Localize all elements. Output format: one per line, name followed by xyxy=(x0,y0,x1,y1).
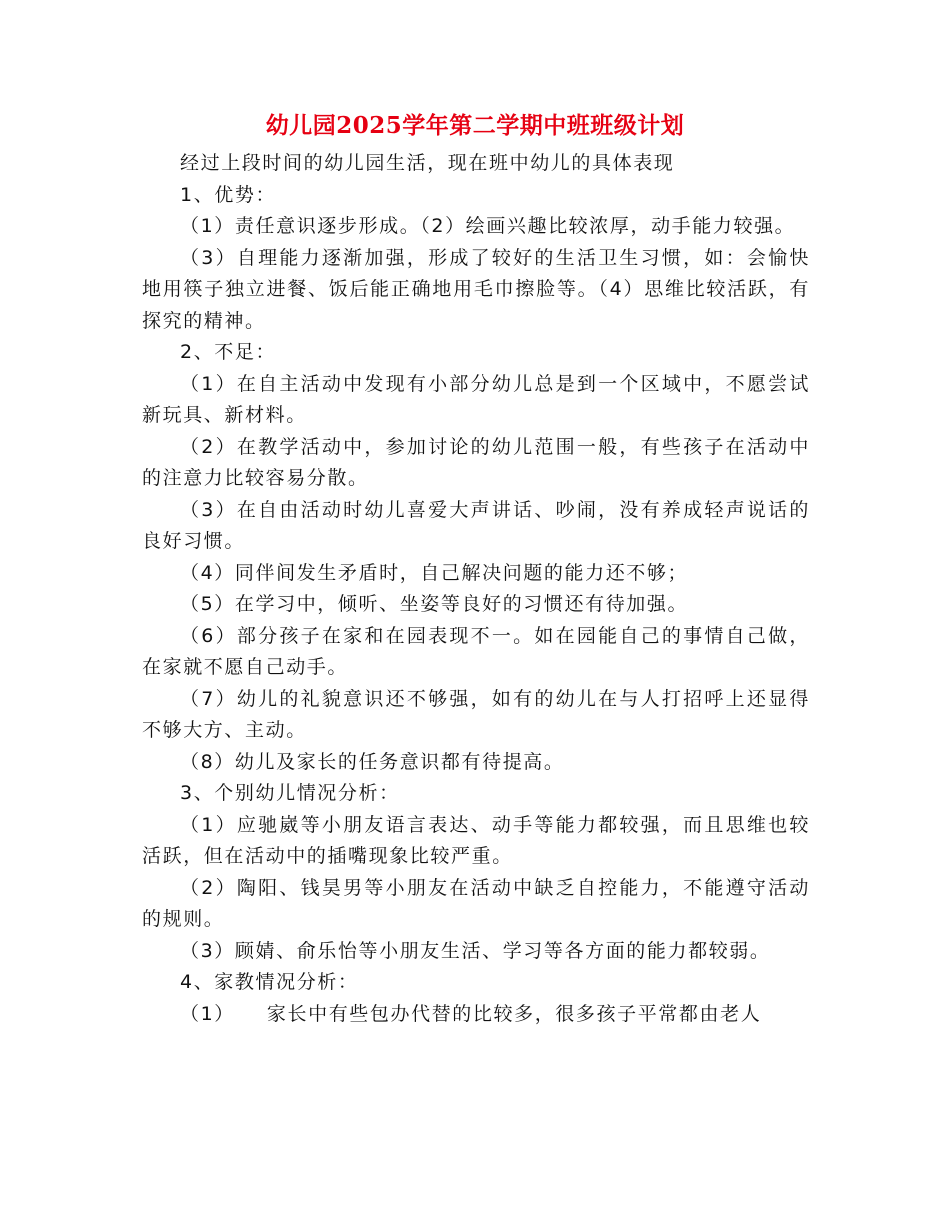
paragraph-strength-3-4: （3）自理能力逐渐加强，形成了较好的生活卫生习惯，如：会愉快地用筷子独立进餐、饭后能正确地用毛巾擦脸等。（4）思维比较活跃，有探究的精神。 xyxy=(142,246,810,332)
paragraph-individual-3: （3）顾婧、俞乐怡等小朋友生活、学习等各方面的能力都较弱。 xyxy=(180,939,771,962)
paragraph-strength-1-2: （1）责任意识逐步形成。（2）绘画兴趣比较浓厚，动手能力较强。 xyxy=(180,215,796,237)
heading-weaknesses: 2、不足： xyxy=(180,341,277,363)
paragraph-weakness-3: （3）在自由活动时幼儿喜爱大声讲话、吵闹，没有养成轻声说话的良好习惯。 xyxy=(142,498,810,552)
paragraph-weakness-7: （7）幼儿的礼貌意识还不够强，如有的幼儿在与人打招呼上还显得不够大方、主动。 xyxy=(142,687,810,741)
paragraph-text: 家长中有些包办代替的比较多，很多孩子平常都由老人 xyxy=(266,1002,762,1025)
heading-individual-analysis: 3、个别幼儿情况分析： xyxy=(180,782,400,804)
heading-strengths: 1、优势： xyxy=(180,183,277,206)
paragraph-individual-1: （1）应驰崴等小朋友语言表达、动手等能力都较强，而且思维也较活跃，但在活动中的插嘴现象比较严重。 xyxy=(142,813,810,867)
paragraph-number: （1） xyxy=(180,1002,235,1025)
paragraph-weakness-2: （2）在教学活动中，参加讨论的幼儿范围一般，有些孩子在活动中的注意力比较容易分散。 xyxy=(142,435,810,489)
paragraph-weakness-1: （1）在自主活动中发现有小部分幼儿总是到一个区域中，不愿尝试新玩具、新材料。 xyxy=(142,372,810,426)
document-title: 幼儿园2025学年第二学期中班班级计划 xyxy=(265,112,685,139)
paragraph-weakness-4: （4）同伴间发生矛盾时，自己解决问题的能力还不够； xyxy=(180,561,689,584)
paragraph-weakness-5: （5）在学习中，倾听、坐姿等良好的习惯还有待加强。 xyxy=(180,593,689,615)
paragraph-weakness-8: （8）幼儿及家长的任务意识都有待提高。 xyxy=(180,750,565,773)
paragraph-weakness-6: （6）部分孩子在家和在园表现不一。如在园能自己的事情自己做，在家就不愿自己动手。 xyxy=(142,624,810,678)
document-body xyxy=(142,148,810,1030)
paragraph-family-1 xyxy=(142,999,810,1031)
heading-family-analysis: 4、家教情况分析： xyxy=(180,971,359,993)
paragraph-individual-2: （2）陶阳、钱昊男等小朋友在活动中缺乏自控能力，不能遵守活动的规则。 xyxy=(142,876,810,930)
paragraph-intro: 经过上段时间的幼儿园生活，现在班中幼儿的具体表现 xyxy=(180,152,675,174)
